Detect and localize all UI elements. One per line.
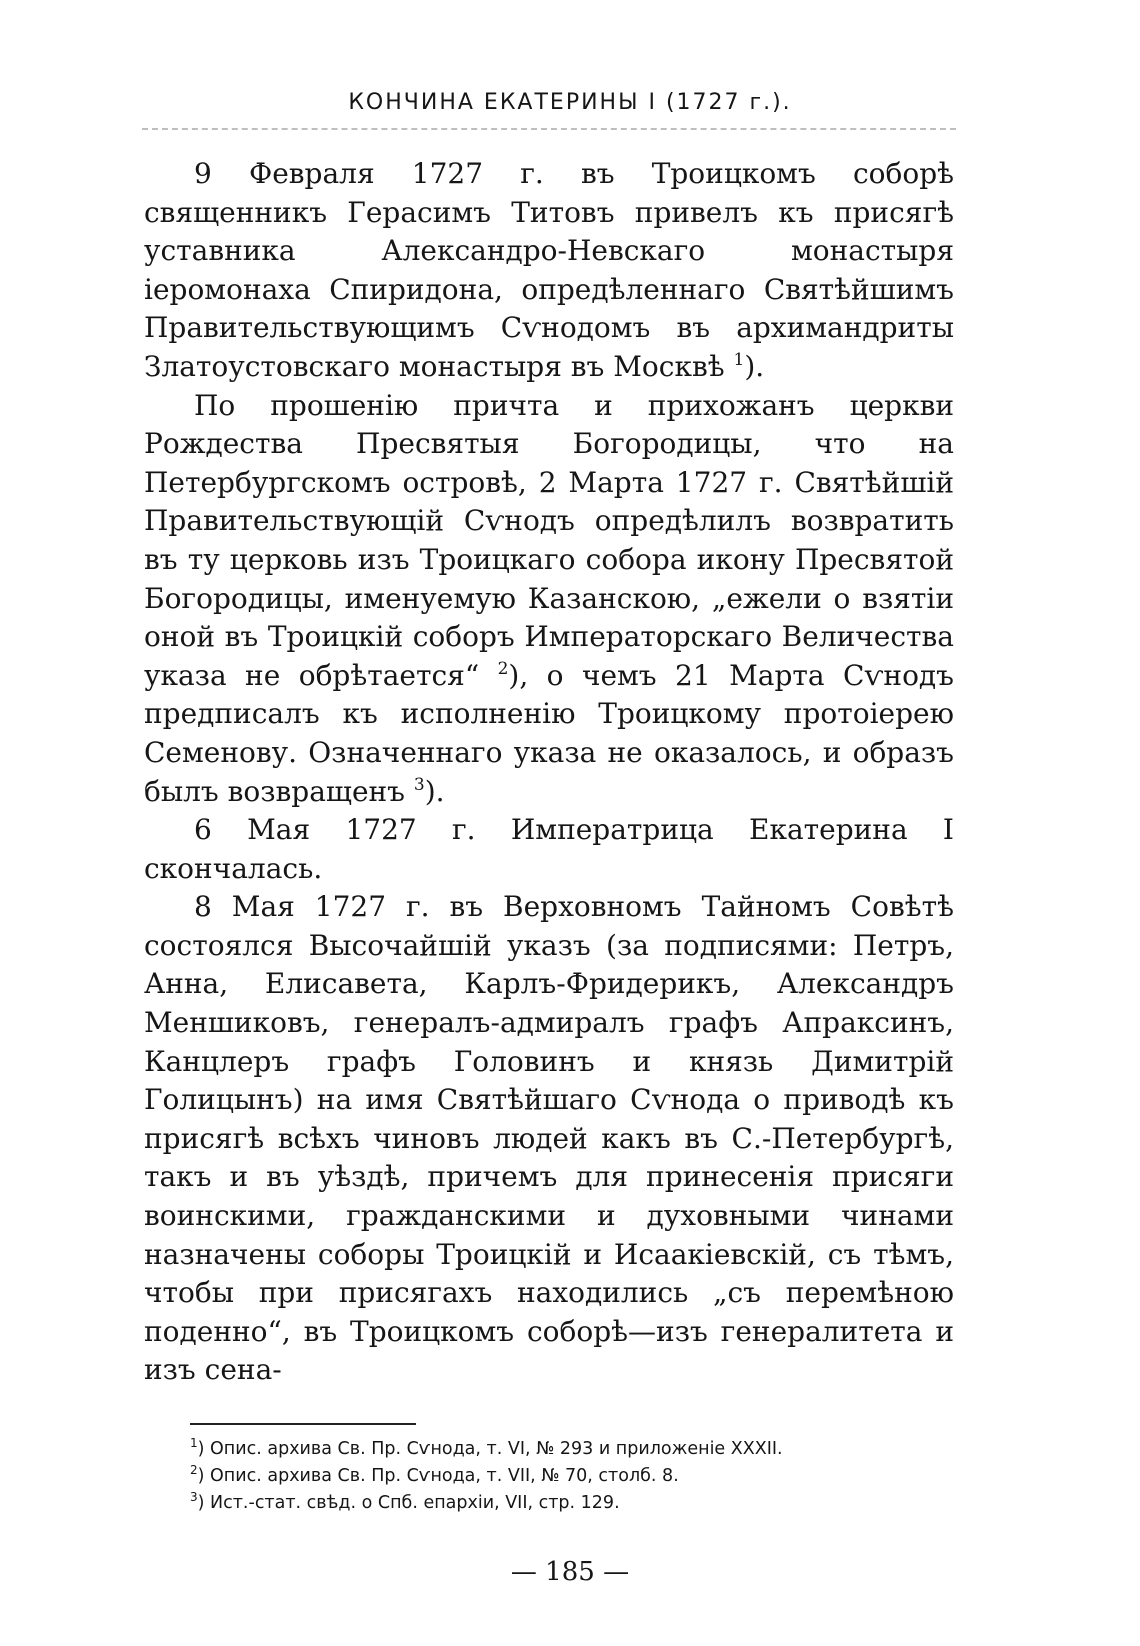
footnotes [190, 1436, 970, 1517]
footnote-ref-1: 1 [733, 349, 745, 370]
paragraph-2-text-b: ), о чемъ 21 Марта Сѵнодъ предписалъ къ исполненію Троицкому протоіерею Семенову. Означеннаго указа не оказалось, и образъ былъ возвращенъ [144, 658, 954, 808]
running-head: КОНЧИНА ЕКАТЕРИНЫ I (1727 г.). [348, 90, 792, 115]
footnote-divider [190, 1423, 416, 1425]
paragraph-4: 8 Мая 1727 г. въ Верховномъ Тайномъ Совѣтѣ состоялся Высочайшій указъ (за подписями: Петръ, Анна, Елисавета, Карлъ-Фридерикъ, Александръ Меншиковъ, генералъ-адмиралъ графъ Апраксинъ, Канцлеръ графъ Головинъ и князь Димитрій Голицынъ) на имя Святѣйшаго Сѵнода о приводѣ къ присягѣ всѣхъ чиновъ людей какъ въ С.-Петербургѣ, такъ и въ уѣздѣ, причемъ для принесенія присяги воинскими, гражданскими и духовными чинами назначены соборы Троицкій и Исаакіевскій, съ тѣмъ, чтобы при присягахъ находились „съ перемѣною поденно“, въ Троицкомъ соборѣ—изъ генералитета и изъ сена- [144, 890, 954, 1387]
paragraph-1 [144, 155, 954, 387]
main-text [144, 155, 954, 1390]
paragraph-2-text-a: По прошенію причта и прихожанъ церкви Рождества Пресвятыя Богородицы, что на Петербургскомъ островѣ, 2 Марта 1727 г. Святѣйшій Правительствующій Сѵнодъ опредѣлилъ возвратить въ ту церковь изъ Троицкаго собора икону Пресвятой Богородицы, именуемую Казанскою, „ежели о взятіи оной въ Троицкій соборъ Императорскаго Величества указа не обрѣтается“ [144, 388, 954, 692]
footnote-marker: 3 [190, 1490, 198, 1504]
footnote-text: ) Опис. архива Св. Пр. Сѵнода, т. VI, № 293 и приложеніе XXXII. [197, 1439, 783, 1459]
header-divider [142, 128, 956, 130]
footnote-ref-2: 2 [497, 658, 509, 679]
footnote-1 [190, 1436, 970, 1463]
footnote-3 [190, 1490, 970, 1517]
page-number: — 185 — [510, 1557, 630, 1587]
paragraph-1-text: 9 Февраля 1727 г. въ Троицкомъ соборѣ священникъ Герасимъ Титовъ привелъ къ присягѣ уставника Александро-Невскаго монастыря іеромонаха Спиридона, опредѣленнаго Святѣйшимъ Правительствующимъ Сѵнодомъ въ архимандриты Златоустовскаго монастыря въ Москвѣ [144, 157, 954, 383]
footnote-marker: 2 [190, 1463, 198, 1477]
paragraph-1-close: ). [744, 349, 765, 383]
footnote-ref-3: 3 [413, 774, 425, 795]
footnote-marker: 1 [190, 1436, 198, 1450]
footnote-2 [190, 1463, 970, 1490]
paragraph-3: 6 Мая 1727 г. Императрица Екатерина I скончалась. [144, 813, 954, 885]
paragraph-2-close: ). [424, 774, 445, 808]
paragraph-2 [144, 387, 954, 812]
footnote-text: ) Ист.-стат. свѣд. о Спб. епархіи, VII, стр. 129. [197, 1493, 620, 1513]
footnote-text: ) Опис. архива Св. Пр. Сѵнода, т. VII, № 70, столб. 8. [197, 1466, 679, 1486]
